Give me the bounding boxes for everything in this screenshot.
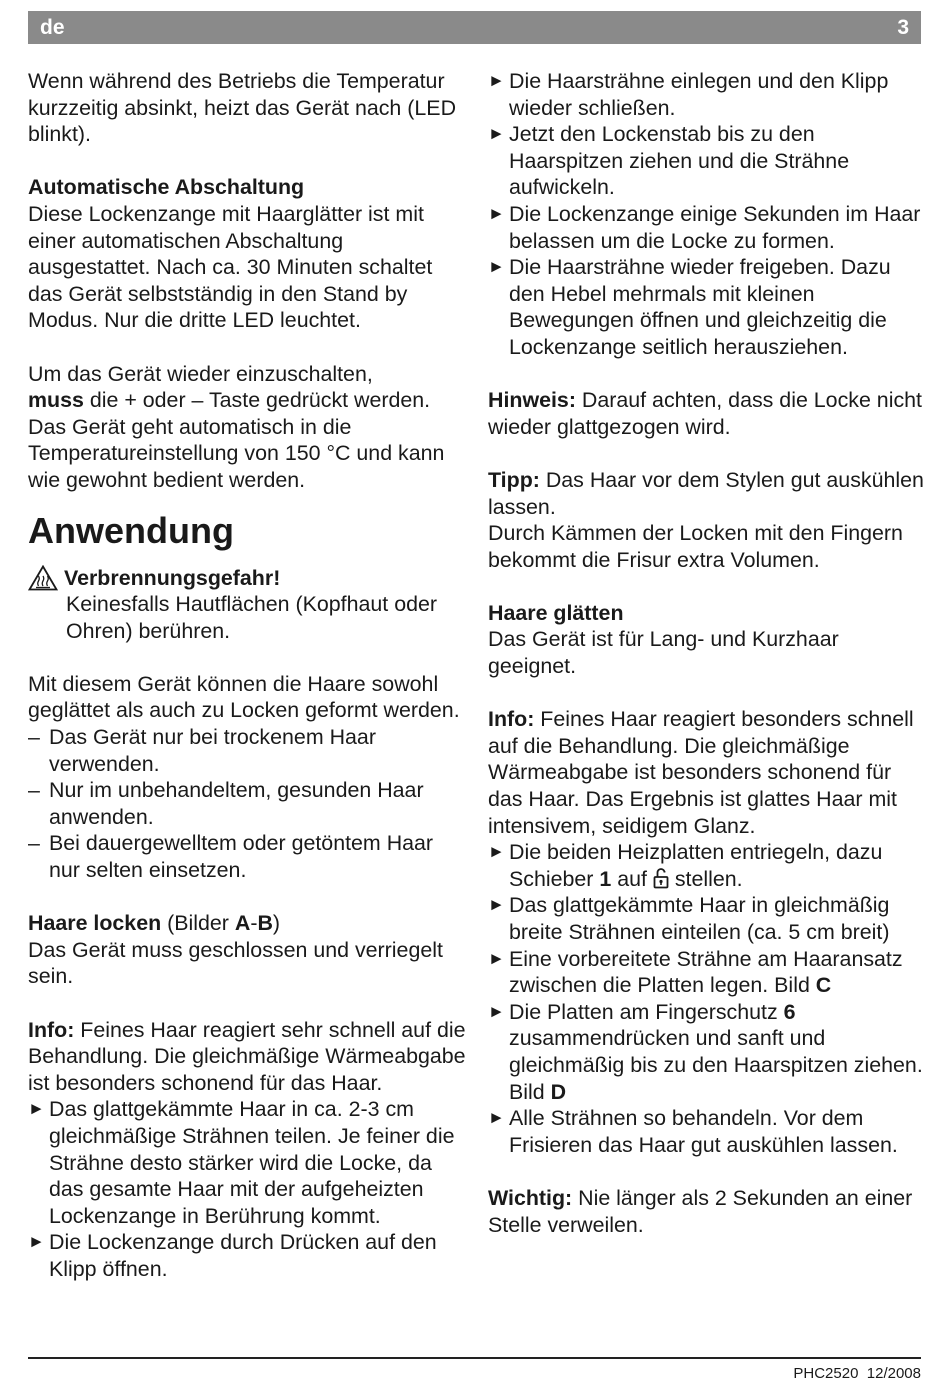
list-item: ► Die Lockenzange durch Drücken auf den Klipp öffnen.	[28, 1229, 468, 1282]
section-title: Anwendung	[28, 509, 234, 551]
list-item: – Das Gerät nur bei trockenem Haar verwenden.	[28, 724, 468, 777]
important-paragraph	[488, 1185, 928, 1238]
warning-title: Verbrennungsgefahr!	[64, 565, 281, 590]
restart-text-1: Um das Gerät wieder einzuschalten,	[28, 361, 373, 386]
list-item	[488, 946, 928, 999]
unlock-icon	[653, 867, 669, 889]
list-item	[488, 999, 928, 1105]
info-label: Info:	[488, 707, 535, 732]
important-label: Wichtig:	[488, 1185, 573, 1210]
hint-paragraph	[488, 387, 928, 440]
figure-ref-a: A	[234, 911, 251, 936]
figure-ref-c: C	[815, 973, 832, 998]
figure-ref-b: B	[257, 911, 273, 936]
auto-off-heading: Automatische Abschaltung	[28, 175, 305, 200]
intro-paragraph: Wenn während des Betriebs die Temperatur kurzzeitig absinkt, heizt das Gerät nach (LED blinkt).	[28, 69, 457, 147]
info-label: Info:	[28, 1017, 75, 1042]
unlock-step-text-2: auf	[611, 866, 653, 891]
auto-off-paragraph: Diese Lockenzange mit Haarglätter ist mit einer automatischen Abschaltung ausgestattet. Nach ca. 30 Minuten schaltet das Gerät selbstständig in den Stand by Modus. Nur die dritte LED leuchtet.	[28, 201, 433, 333]
right-column	[488, 68, 928, 1238]
hint-label: Hinweis:	[488, 388, 576, 413]
list-item: ► Die Haarsträhne einlegen und den Klipp wieder schließen.	[488, 68, 928, 121]
info-paragraph	[28, 1017, 468, 1097]
hint-text: Darauf achten, dass die Locke nicht wieder glattgezogen wird.	[488, 388, 922, 439]
page-number: 3	[897, 15, 909, 39]
unlock-step-text-1: Die beiden Heizplatten entriegeln, dazu Schieber	[509, 840, 883, 891]
curl-heading: Haare locken	[28, 911, 162, 936]
finger-guard-number: 6	[783, 999, 796, 1024]
place-step-text: Eine vorbereitete Strähne am Haaransatz zwischen die Platten legen. Bild	[509, 946, 903, 998]
press-step-text-1: Die Platten am Fingerschutz	[509, 999, 784, 1024]
list-item: – Bei dauergewelltem oder getöntem Haar nur selten einsetzen.	[28, 830, 468, 883]
info-text: Feines Haar reagiert sehr schnell auf die Behandlung. Die gleichmäßige Wärmeabgabe ist besonders schonend für das Haar.	[28, 1017, 466, 1095]
curl-ref-dash: -	[250, 911, 258, 936]
restart-paragraph	[28, 361, 468, 494]
restart-emphasis: muss	[28, 388, 84, 413]
list-item: ► Jetzt den Lockenstab bis zu den Haarspitzen ziehen und die Strähne aufwickeln.	[488, 121, 928, 201]
press-step-text-2: zusammendrücken und sanft und gleichmäßig bis zu den Haarspitzen ziehen. Bild	[509, 1026, 923, 1104]
important-text: Nie länger als 2 Sekunden an einer Stelle verweilen.	[488, 1185, 913, 1237]
tip-paragraph-2: Durch Kämmen der Locken mit den Fingern bekommt die Frisur extra Volumen.	[488, 521, 903, 572]
usage-intro: Mit diesem Gerät können die Haare sowohl geglättet als auch zu Locken geformt werden.	[28, 671, 460, 723]
straight-text: Das Gerät ist für Lang- und Kurzhaar geeignet.	[488, 627, 839, 679]
list-item	[488, 839, 928, 892]
left-column	[28, 68, 468, 1283]
tip-paragraph	[488, 467, 928, 520]
slider-number: 1	[599, 866, 612, 891]
list-item: ► Die Haarsträhne wieder freigeben. Dazu den Hebel mehrmals mit kleinen Bewegungen öffnen und gleichzeitig die Lockenzange seitlich herausziehen.	[488, 254, 928, 360]
hot-surface-warning-icon	[28, 565, 58, 591]
list-item: ► Das glattgekämmte Haar in ca. 2-3 cm gleichmäßige Strähnen teilen. Je feiner die Strähne desto stärker wird die Locke, da das gesamte Haar mit der aufgeheizten Lockenzange in Berührung kommt.	[28, 1096, 468, 1229]
list-item: – Nur im unbehandeltem, gesunden Haar anwenden.	[28, 777, 468, 830]
footer-divider	[28, 1357, 921, 1359]
page-footer	[793, 1365, 921, 1383]
language-code: de	[40, 15, 65, 39]
list-item: ► Das glattgekämmte Haar in gleichmäßig breite Strähnen einteilen (ca. 5 cm breit)	[488, 892, 928, 945]
info-paragraph	[488, 706, 928, 839]
info-text: Feines Haar reagiert besonders schnell auf die Behandlung. Die gleichmäßige Wärmeabgabe ist besonders schonend für das Haar. Das Ergebnis ist glattes Haar mit intensivem, seidigem Glanz.	[488, 707, 914, 838]
page-header	[28, 11, 921, 44]
curl-text: Das Gerät muss geschlossen und verriegelt sein.	[28, 937, 443, 989]
curl-ref-close: )	[272, 911, 281, 936]
straight-heading: Haare glätten	[488, 600, 624, 625]
curl-heading-line	[28, 910, 468, 937]
model-number: PHC2520	[793, 1365, 859, 1382]
list-item: ► Die Lockenzange einige Sekunden im Haar belassen um die Locke zu formen.	[488, 201, 928, 254]
warning-text: Keinesfalls Hautflächen (Kopfhaut oder Ohren) berühren.	[66, 592, 438, 643]
tip-text: Das Haar vor dem Stylen gut auskühlen lassen.	[488, 467, 924, 519]
tip-label: Tipp:	[488, 467, 540, 492]
edition-date: 12/2008	[866, 1365, 921, 1382]
figure-ref-d: D	[550, 1079, 567, 1104]
list-item: ► Alle Strähnen so behandeln. Vor dem Frisieren das Haar gut auskühlen lassen.	[488, 1105, 928, 1158]
warning-heading	[28, 565, 468, 592]
curl-ref-open: (Bilder	[161, 911, 235, 936]
unlock-step-text-3: stellen.	[668, 866, 743, 891]
restart-text-2: die + oder – Taste gedrückt werden. Das Gerät geht automatisch in die Temperatureinstellung von 150 °C und kann wie gewohnt bedient werden.	[28, 388, 445, 492]
